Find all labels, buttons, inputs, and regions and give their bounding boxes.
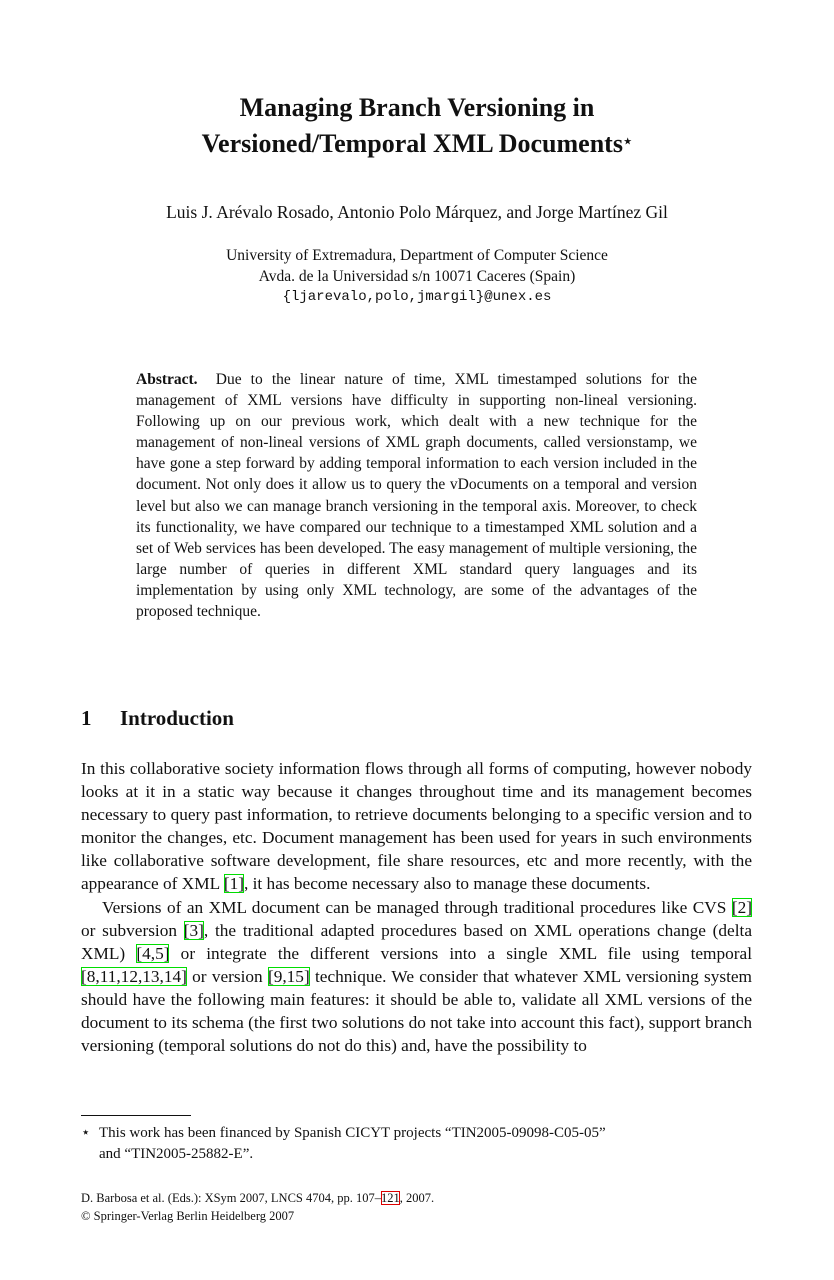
citation-link[interactable]: [2] [731,897,752,917]
paragraph-text: , it has become necessary also to manage these documents. [243,874,651,894]
paragraph-2 [81,896,752,1058]
footnote-divider [81,1115,191,1116]
affiliation [0,245,834,308]
section-title: Introduction [120,706,234,730]
citation-link[interactable]: [3] [183,920,204,940]
paragraph-text: or version [186,966,268,986]
publication-footer [81,1189,752,1225]
title-line-1: Managing Branch Versioning in [239,93,595,122]
body-text [81,757,752,1057]
footnote-text: This work has been financed by Spanish CICYT projects “TIN2005-09098-C05-05” [99,1125,606,1141]
paragraph-text: or subversion [81,920,184,940]
last-page-link[interactable]: 121 [380,1191,400,1205]
section-heading [81,706,234,731]
abstract-label: Abstract. [136,371,198,388]
citation-link[interactable]: [8,11,12,13,14] [81,966,187,986]
affiliation-line-1: University of Extremadura, Department of Computer Science [226,247,608,264]
title-line-2 [0,126,834,162]
publication-info [81,1189,752,1207]
paragraph-text: Versions of an XML document can be managed through traditional procedures like CVS [102,897,732,917]
author-list: Luis J. Arévalo Rosado, Antonio Polo Márquez, and Jorge Martínez Gil [166,202,668,222]
citation-link[interactable]: [9,15] [267,966,310,986]
title-footnote-mark: ⋆ [622,134,633,150]
paragraph-text: In this collaborative society information flows through all forms of computing, however nobody looks at it in a static way because it changes throughout time and its management becomes necessary to query past information, to retrieve documents belonging to a specific version and to monitor the changes, etc. Document management has been used for years in such environments like collaborative software development, file share resources, etc and more recently, with the appearance of XML [81,759,752,894]
citation-link[interactable]: [4,5] [136,943,170,963]
paragraph-1 [81,757,752,896]
affiliation-line-2: Avda. de la Universidad s/n 10071 Caceres (Spain) [258,268,576,285]
footnote-line-1 [81,1123,752,1144]
footnote-line-2: and “TIN2005-25882-E”. [99,1146,254,1162]
title-line-2-text: Versioned/Temporal XML Documents [201,129,623,158]
section-number: 1 [81,706,92,730]
paragraph-text: , the traditional adapted procedures based on XML operations change (delta XML) [81,920,752,963]
abstract-text: Due to the linear nature of time, XML timestamped solutions for the management of XML versions have difficulty in supporting non-lineal versioning. Following up on our previous work, which dealt with a new technique for the management of non-lineal versions of XML graph documents, called versionstamp, we have gone a step forward by adding temporal information to each version included in the document. Not only does it allow us to query the vDocuments on a temporal and version level but also we can manage branch versioning in the temporal axis. Moreover, to check its functionality, we have compared our technique to a timestamped XML solution and a set of Web services has been developed. The easy management of multiple versioning, the large number of queries in different XML standard query languages and its implementation by using only XML technology, are some of the advantages of the proposed technique. [136,371,697,621]
footnote-mark: ⋆ [81,1125,91,1141]
author-email: {ljarevalo,polo,jmargil}@unex.es [282,289,552,305]
paragraph-text: or integrate the different versions into a single XML file using temporal [169,943,752,963]
paragraph-text: technique. We consider that whatever XML versioning system should have the following main features: it should be able to, validate all XML versions of the document to its schema (the first two solutions do not take into account this fact), support branch versioning (temporal solutions do not do this) and, have the possibility to [81,966,752,1056]
publication-year: , 2007. [399,1191,435,1205]
copyright-notice: © Springer-Verlag Berlin Heidelberg 2007 [81,1209,295,1223]
footnote [81,1123,752,1165]
abstract [136,369,697,622]
citation-link[interactable]: [1] [223,874,244,894]
paper-title [0,90,834,162]
publication-text: D. Barbosa et al. (Eds.): XSym 2007, LNCS 4704, pp. 107– [81,1191,381,1205]
